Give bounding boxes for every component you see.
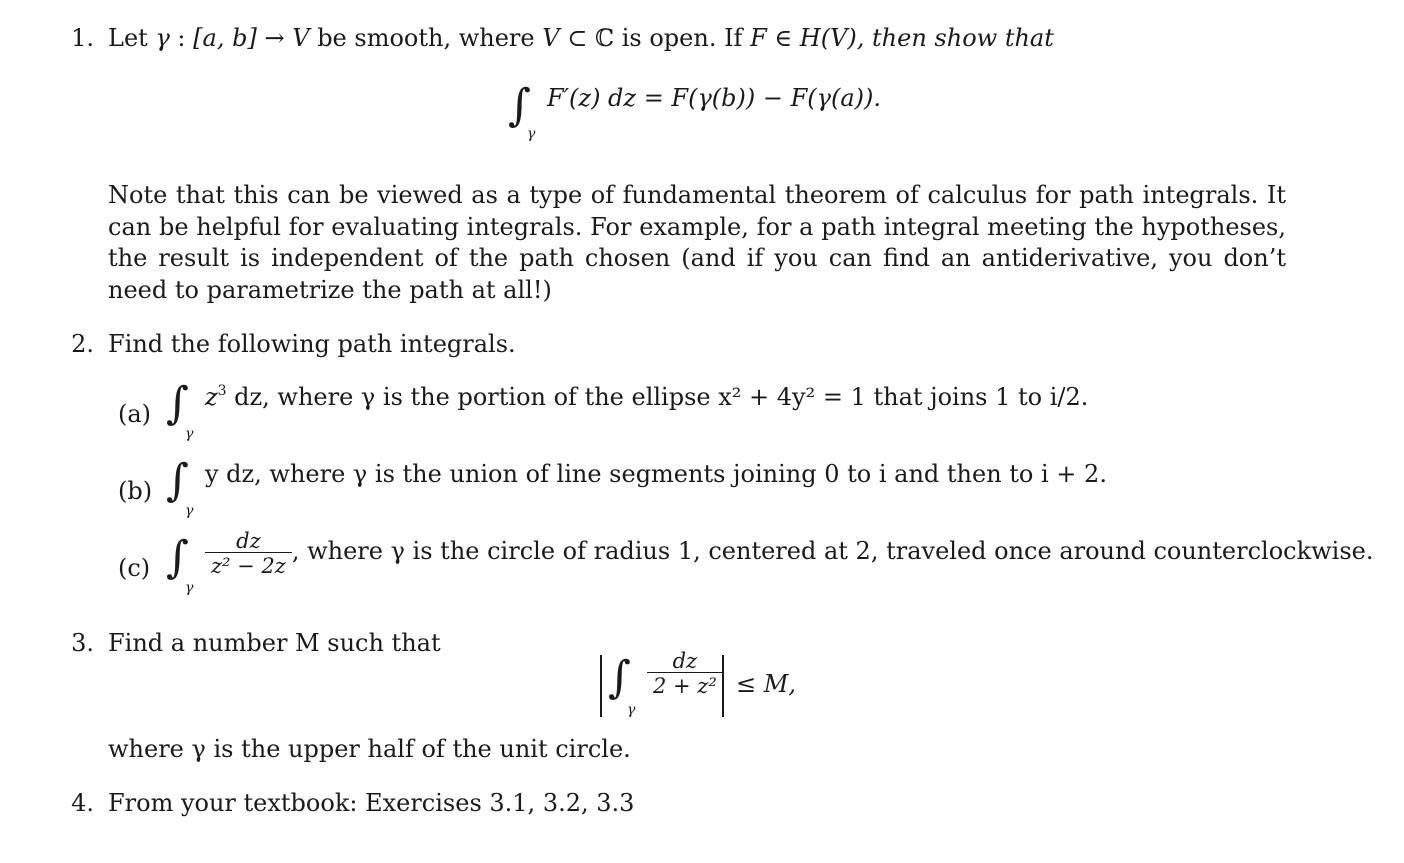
abs-bar-right	[722, 655, 724, 717]
part-a-rest: dz, where γ is the portion of the ellipse x² + 4y² = 1 that joins 1 to i/2.	[226, 383, 1089, 411]
part-a-label: (a)	[118, 400, 152, 428]
part-c-fraction	[205, 530, 292, 577]
p1-C: ℂ	[594, 24, 615, 52]
p1-open: is open. If	[621, 24, 743, 52]
part-a-expression	[166, 378, 1089, 442]
problem-number-1: 1.	[71, 24, 94, 52]
problem-3-statement: Find a number M such that	[108, 629, 441, 657]
abs-bar-left	[600, 655, 602, 717]
part-c-expression	[166, 528, 1374, 596]
p1-F: F	[750, 24, 767, 52]
p1-let: Let	[108, 24, 148, 52]
problem-4-statement: From your textbook: Exercises 3.1, 3.2, 3.3	[108, 789, 635, 817]
p1-arrow: →	[264, 24, 285, 52]
problem-2-statement: Find the following path integrals.	[108, 330, 516, 358]
p1-be: be smooth, where	[317, 24, 535, 52]
p1-V: V	[292, 24, 310, 52]
part-b-expression	[166, 455, 1107, 519]
p1-HV: H(V), then show that	[799, 24, 1054, 52]
problem-3-display-equation	[608, 648, 723, 718]
p1-gamma: γ	[155, 24, 170, 52]
p3-fraction	[647, 650, 723, 697]
part-c-label: (c)	[118, 554, 151, 582]
part-c-rest: , where γ is the circle of radius 1, centered at 2, traveled once around counterclockwise.	[291, 537, 1374, 565]
part-a-exponent: 3	[217, 383, 227, 399]
integral-subscript: γ	[626, 702, 636, 718]
part-b-label: (b)	[118, 477, 153, 505]
p1-in: ∈	[774, 24, 793, 52]
integral-sign: ∫	[608, 652, 631, 703]
problem-3-after: where γ is the upper half of the unit circle.	[108, 735, 631, 763]
integral-subscript: γ	[184, 580, 194, 596]
problem-1-note: Note that this can be viewed as a type of fundamental theorem of calculus for path integrals. It can be helpful for evaluating integrals. For example, for a path integral meeting the hypotheses, the result is independent of the path chosen (and if you can find an antiderivative, you don’t need to parametrize the path at all!)	[108, 181, 1286, 304]
p1-colon: :	[177, 24, 186, 52]
integral-sign: ∫	[166, 455, 189, 506]
p1-display-expression: F′(z) dz = F(γ(b)) − F(γ(a)).	[546, 84, 881, 112]
problem-number-3: 3.	[71, 629, 94, 657]
p1-V2: V	[542, 24, 560, 52]
integral-subscript: γ	[184, 503, 194, 519]
integral-subscript: γ	[184, 426, 194, 442]
integral-subscript: γ	[526, 126, 536, 142]
integral-sign: ∫	[508, 80, 531, 131]
p3-numerator: dz	[672, 648, 698, 673]
integral-sign: ∫	[166, 532, 189, 583]
part-c-numerator: dz	[236, 528, 261, 553]
part-b-rest: y dz, where γ is the union of line segments joining 0 to i and then to i + 2.	[204, 460, 1107, 488]
p3-rhs: ≤ M,	[736, 670, 796, 698]
p1-interval: [a, b]	[193, 24, 257, 52]
p1-subset: ⊂	[567, 24, 588, 52]
integral-sign: ∫	[166, 378, 189, 429]
problem-number-4: 4.	[71, 789, 94, 817]
problem-1-display-equation	[508, 80, 881, 142]
p3-denominator: 2 + z²	[647, 672, 723, 697]
part-c-denominator: z² − 2z	[205, 552, 292, 577]
problem-1-statement	[108, 26, 1054, 50]
part-a-integrand: z	[204, 383, 218, 411]
problem-number-2: 2.	[71, 330, 94, 358]
